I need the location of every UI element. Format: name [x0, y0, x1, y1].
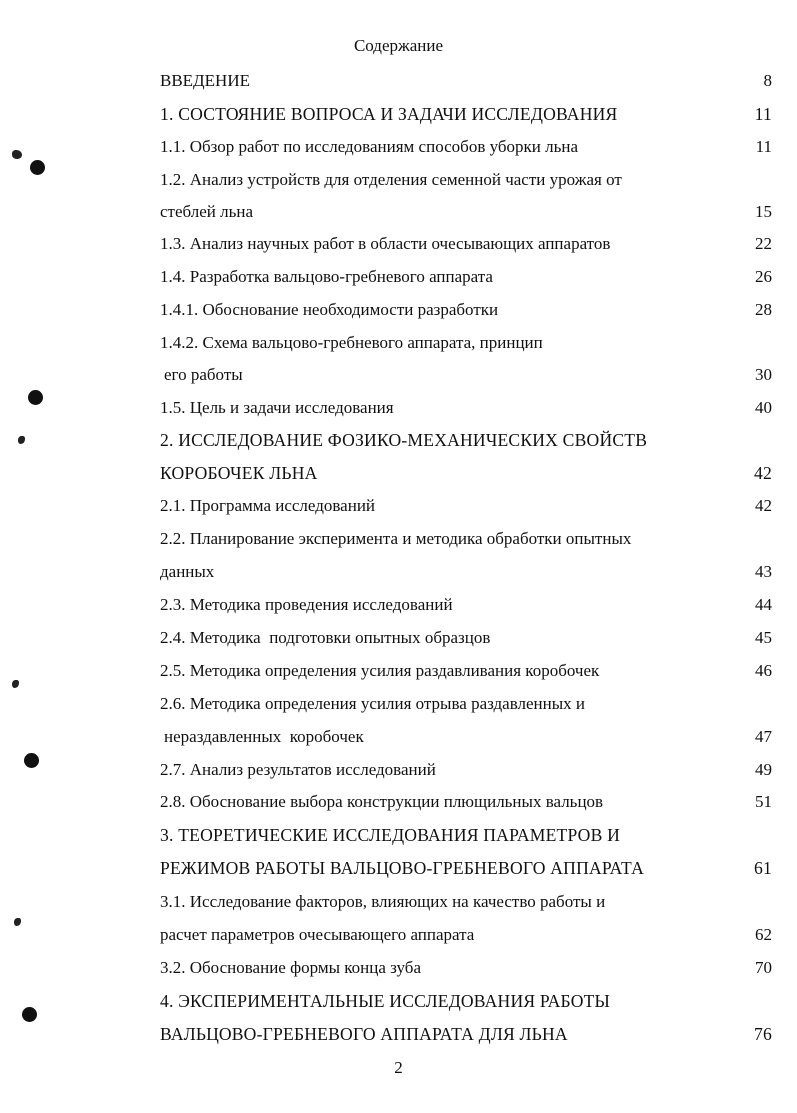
toc-entry-page: 43 [755, 562, 772, 581]
toc-entry [160, 460, 772, 486]
toc-entry-page: 47 [755, 727, 772, 746]
scan-speck-mark [12, 680, 19, 688]
toc-entry-page: 49 [755, 760, 772, 779]
toc-entry-text: 2.8. Обоснование выбора конструкции плющильных вальцов [160, 792, 604, 811]
toc-entry-page: 28 [755, 300, 772, 319]
toc-entry [160, 658, 772, 684]
toc-entry-text: 1.1. Обзор работ по исследованиям способов уборки льна [160, 137, 579, 156]
toc-entry-page: 11 [755, 137, 772, 156]
binder-hole-mark [24, 753, 39, 768]
toc-entry [160, 559, 772, 585]
toc-entry-text: 2.6. Методика определения усилия отрыва раздавленных и [160, 694, 586, 713]
toc-entry-text: 3.1. Исследование факторов, влияющих на качество работы и [160, 892, 606, 911]
toc-entry-text: 1. СОСТОЯНИЕ ВОПРОСА И ЗАДАЧИ ИССЛЕДОВАНИЯ [160, 104, 618, 124]
scan-speck-mark [12, 150, 22, 159]
toc-entry [160, 493, 772, 519]
toc-entry [160, 922, 772, 948]
toc-entry-text: 2.7. Анализ результатов исследований [160, 760, 436, 779]
binder-hole-mark [30, 160, 45, 175]
scan-speck-mark [14, 918, 21, 926]
toc-entry [160, 526, 772, 552]
toc-entry-text: 1.3. Анализ научных работ в области очесывающих аппаратов [160, 234, 611, 253]
toc-entry-text: 1.4.1. Обоснование необходимости разработки [160, 300, 499, 319]
toc-entry [160, 724, 772, 750]
toc-entry-text: 1.5. Цель и задачи исследования [160, 398, 394, 417]
toc-entry-page: 45 [755, 628, 772, 647]
toc-entry [160, 68, 772, 94]
toc-entry [160, 955, 772, 981]
toc-entry-text: РЕЖИМОВ РАБОТЫ ВАЛЬЦОВО-ГРЕБНЕВОГО АППАРАТА [160, 858, 644, 878]
toc-entry-page: 30 [755, 365, 772, 384]
toc-entry [160, 988, 772, 1014]
toc-entry-page: 40 [755, 398, 772, 417]
toc-entry-page: 8 [763, 71, 772, 90]
toc-entry-text: 3.2. Обоснование формы конца зуба [160, 958, 421, 977]
toc-entry [160, 264, 772, 290]
toc-entry-page: 22 [755, 234, 772, 253]
toc-entry [160, 889, 772, 915]
toc-entry [160, 427, 772, 453]
toc-entry-page: 61 [754, 858, 772, 878]
toc-entry [160, 691, 772, 717]
toc-entry-page: 42 [754, 463, 772, 483]
toc-entry-page: 62 [755, 925, 772, 944]
toc-entry-text: 3. ТЕОРЕТИЧЕСКИЕ ИССЛЕДОВАНИЯ ПАРАМЕТРОВ И [160, 825, 621, 845]
toc-entry-page: 26 [755, 267, 772, 286]
toc-entry-page: 51 [755, 792, 772, 811]
toc-entry-text: ВАЛЬЦОВО-ГРЕБНЕВОГО АППАРАТА ДЛЯ ЛЬНА [160, 1024, 568, 1044]
toc-entry-text: 2.2. Планирование эксперимента и методика обработки опытных [160, 529, 632, 548]
toc-entry-page: 11 [754, 104, 772, 124]
toc-entry [160, 362, 772, 388]
toc-entry-text: 2.3. Методика проведения исследований [160, 595, 453, 614]
toc-entry-text: 1.4.2. Схема вальцово-гребневого аппарата, принцип [160, 333, 543, 352]
binder-hole-mark [28, 390, 43, 405]
page-title: Содержание [353, 36, 444, 55]
toc-entry-page: 15 [755, 202, 772, 221]
toc-entry-page: 46 [755, 661, 772, 680]
toc-entry-text: 4. ЭКСПЕРИМЕНТАЛЬНЫЕ ИССЛЕДОВАНИЯ РАБОТЫ [160, 991, 611, 1011]
toc-entry [160, 167, 772, 193]
toc-entry [160, 330, 772, 356]
toc-entry-text: КОРОБОЧЕК ЛЬНА [160, 463, 318, 483]
toc-entry-text: ВВЕДЕНИЕ [160, 71, 250, 90]
toc-entry [160, 757, 772, 783]
toc-entry [160, 134, 772, 160]
toc-entry [160, 395, 772, 421]
toc-entry-text: 1.2. Анализ устройств для отделения семенной части урожая от [160, 170, 622, 189]
toc-entry-page: 42 [755, 496, 772, 515]
toc-entry-page: 76 [754, 1024, 772, 1044]
toc-entry [160, 625, 772, 651]
toc-entry-text: данных [160, 562, 215, 581]
toc-entry [160, 297, 772, 323]
toc-entry-text: 2.4. Методика подготовки опытных образцов [160, 628, 491, 647]
binder-hole-mark [22, 1007, 37, 1022]
toc-entry-text: расчет параметров очесывающего аппарата [160, 925, 475, 944]
toc-entry [160, 231, 772, 257]
toc-entry-text: стеблей льна [160, 202, 254, 221]
toc-entry-text: 2.5. Методика определения усилия раздавливания коробочек [160, 661, 600, 680]
toc-entry [160, 101, 772, 127]
toc-entry-text: 2. ИССЛЕДОВАНИЕ ФОЗИКО-МЕХАНИЧЕСКИХ СВОЙСТВ [160, 430, 648, 450]
page-number: 2 [394, 1058, 403, 1077]
toc-entry-text: 1.4. Разработка вальцово-гребневого аппарата [160, 267, 493, 286]
toc-entry [160, 1021, 772, 1047]
toc-entry-text: 2.1. Программа исследований [160, 496, 376, 515]
scan-speck-mark [18, 436, 25, 444]
toc-entry-page: 70 [755, 958, 772, 977]
toc-entry-text: его работы [164, 365, 243, 384]
toc-entry-page: 44 [755, 595, 772, 614]
toc-entry [160, 592, 772, 618]
toc-entry-text: нераздавленных коробочек [164, 727, 364, 746]
toc-entry [160, 199, 772, 225]
toc-entry [160, 855, 772, 881]
toc-entry [160, 822, 772, 848]
toc-entry [160, 789, 772, 815]
